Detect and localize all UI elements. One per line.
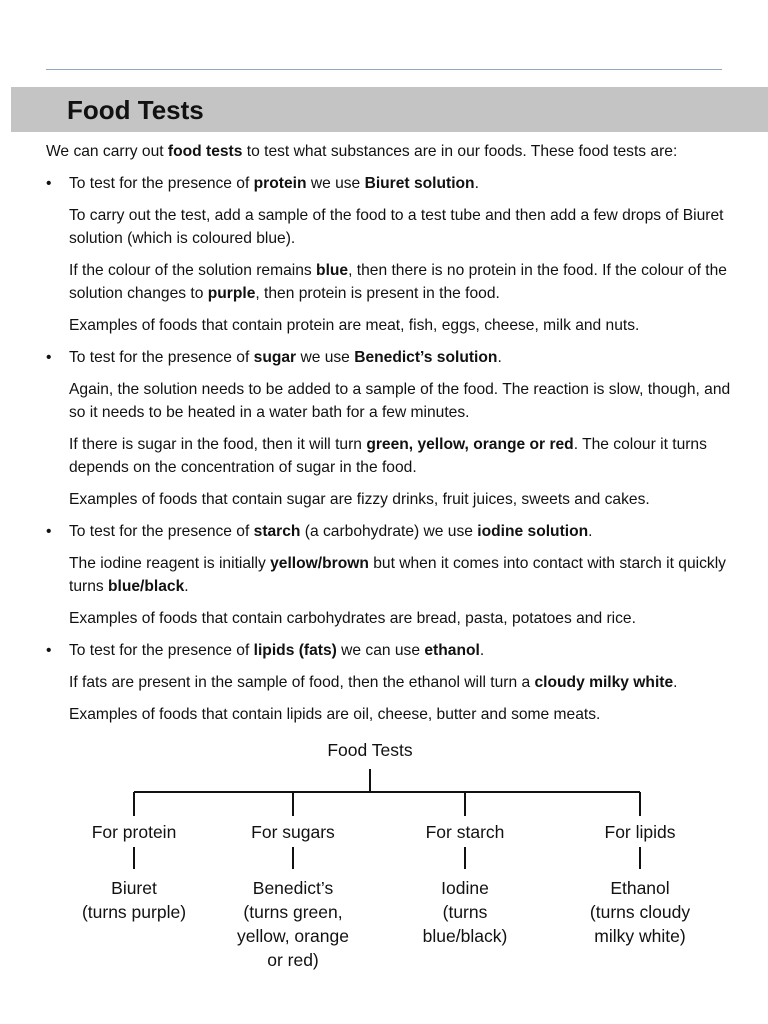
tree-root-label: Food Tests bbox=[327, 740, 413, 760]
sugar-result: If there is sugar in the food, then it will turn green, yellow, orange or red. The colour it turns depends on the concentration of sugar in the food. bbox=[69, 436, 707, 476]
tree-leaf-line: (turns bbox=[442, 902, 488, 922]
tree-branch-label: For protein bbox=[91, 822, 177, 842]
tree-leaf-line: (turns cloudy bbox=[589, 902, 691, 922]
protein-result: If the colour of the solution remains blue, then there is no protein in the food. If the colour of the solution changes to purple, then protein is present in the food. bbox=[69, 262, 727, 302]
lipids-examples: Examples of foods that contain lipids are oil, cheese, butter and some meats. bbox=[69, 706, 601, 723]
tree-leaf-line: yellow, orange bbox=[237, 926, 349, 946]
tree-leaf-label bbox=[213, 876, 373, 972]
sugar-heading: To test for the presence of sugar we use Benedict’s solution. bbox=[69, 349, 502, 366]
tree-leaf-line: Ethanol bbox=[610, 878, 670, 898]
bullet-item-lipids bbox=[46, 639, 736, 726]
protein-heading: To test for the presence of protein we use Biuret solution. bbox=[69, 175, 479, 192]
tree-leaf-line: Biuret bbox=[111, 878, 157, 898]
page-title: Food Tests bbox=[67, 95, 204, 125]
title-bar bbox=[11, 87, 768, 132]
tree-leaf-line: blue/black) bbox=[422, 926, 508, 946]
protein-method: To carry out the test, add a sample of the food to a test tube and then add a few drops of Biuret solution (which is coloured blue). bbox=[69, 207, 724, 247]
starch-examples: Examples of foods that contain carbohydrates are bread, pasta, potatoes and rice. bbox=[69, 610, 636, 627]
tree-branch-label: For lipids bbox=[604, 822, 676, 842]
tree-connectors bbox=[0, 738, 768, 988]
tree-branch-label: For sugars bbox=[251, 822, 335, 842]
tree-leaf-line: (turns purple) bbox=[81, 902, 187, 922]
tree-leaf-line: milky white) bbox=[594, 926, 686, 946]
top-rule bbox=[46, 69, 722, 70]
bullet-icon: • bbox=[46, 349, 52, 366]
lipids-heading: To test for the presence of lipids (fats) we can use ethanol. bbox=[69, 642, 485, 659]
lipids-result: If fats are present in the sample of food, then the ethanol will turn a cloudy milky white. bbox=[69, 674, 678, 691]
starch-heading: To test for the presence of starch (a carbohydrate) we use iodine solution. bbox=[69, 523, 593, 540]
document-body bbox=[46, 140, 736, 735]
tree-leaf-line: Benedict’s bbox=[252, 878, 334, 898]
bullet-item-protein bbox=[46, 172, 736, 337]
tree-leaf-label bbox=[385, 876, 545, 948]
sugar-examples: Examples of foods that contain sugar are fizzy drinks, fruit juices, sweets and cakes. bbox=[69, 491, 650, 508]
starch-result: The iodine reagent is initially yellow/brown but when it comes into contact with starch it quickly turns blue/black. bbox=[69, 555, 726, 595]
bullet-item-starch bbox=[46, 520, 736, 630]
food-tests-tree-diagram bbox=[0, 738, 768, 988]
tree-leaf-line: (turns green, bbox=[243, 902, 343, 922]
tree-branch-label: For starch bbox=[425, 822, 505, 842]
tree-leaf-label bbox=[54, 876, 214, 924]
bullet-item-sugar bbox=[46, 346, 736, 511]
intro-paragraph: We can carry out food tests to test what substances are in our foods. These food tests are: bbox=[46, 143, 678, 160]
bullet-icon: • bbox=[46, 523, 52, 540]
bullet-icon: • bbox=[46, 642, 52, 659]
tree-leaf-line: Iodine bbox=[441, 878, 489, 898]
bullet-icon: • bbox=[46, 175, 52, 192]
tree-leaf-line: or red) bbox=[267, 950, 319, 970]
tree-leaf-label bbox=[560, 876, 720, 948]
protein-examples: Examples of foods that contain protein are meat, fish, eggs, cheese, milk and nuts. bbox=[69, 317, 640, 334]
sugar-method: Again, the solution needs to be added to a sample of the food. The reaction is slow, though, and so it needs to be heated in a water bath for a few minutes. bbox=[69, 381, 731, 421]
